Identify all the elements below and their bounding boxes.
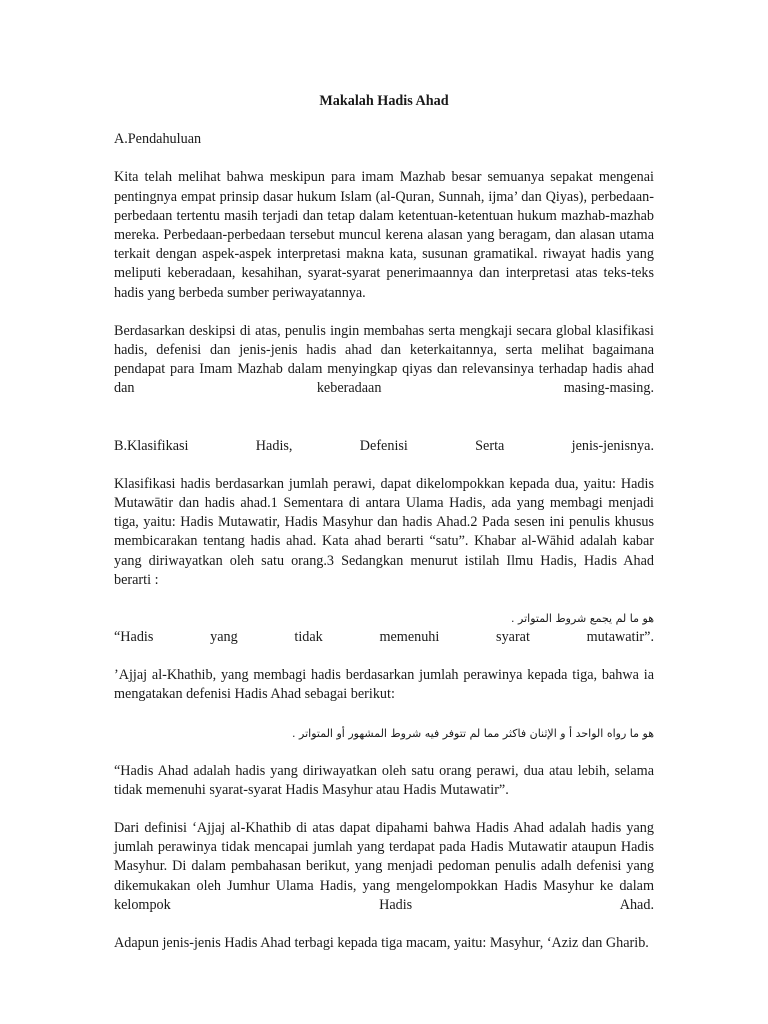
paragraph-2: Berdasarkan deskipsi di atas, penulis ingin membahas serta mengkaji secara global klasifikasi hadis, defenisi dan jenis-jenis hadis ahad dan keterkaitannya, serta melihat bagaimana pendapat para Imam Mazhab dalam menyingkap qiyas dan relevansinya terhadap hadis ahad dan keberadaan masing-masing. bbox=[114, 322, 654, 397]
quote-definition-1: “Hadis yang tidak memenuhi syarat mutawatir”. bbox=[114, 629, 654, 646]
quote-definition-2: “Hadis Ahad adalah hadis yang diriwayatkan oleh satu orang perawi, dua atau lebih, selama tidak memenuhi syarat-syarat Hadis Masyhur atau Hadis Mutawatir”. bbox=[114, 762, 654, 798]
paragraph-4: ’Ajjaj al-Khathib, yang membagi hadis berdasarkan jumlah perawinya kepada tiga, bahwa ia mengatakan defenisi Hadis Ahad sebagai berikut: bbox=[114, 667, 654, 703]
section-heading-pendahuluan: A.Pendahuluan bbox=[114, 131, 202, 148]
blank-line bbox=[114, 418, 654, 437]
paragraph-1: Kita telah melihat bahwa meskipun para imam Mazhab besar semuanya sepakat mengenai pentingnya empat prinsip dasar hukum Islam (al-Quran, Sunnah, ijma’ dan Qiyas), perbedaan-perbedaan tertentu masih terjadi dan tetap dalam ketentuan-ketentuan hukum mazhab-mazhab mereka. Perbedaan-perbedaan tersebut muncul kerena alasan yang beragam, dan alasan utama terkait dengan aspek-aspek interpretasi makna kata, susunan gramatikal. riwayat hadis yang meliputi keberadaan, kesahihan, syarat-syarat penerimaannya dan interpretasi atas teks-teks hadis yang berbeda sumber periwayatannya. bbox=[114, 169, 654, 301]
document-page bbox=[114, 92, 654, 972]
paragraph-5: Dari definisi ‘Ajjaj al-Khathib di atas dapat dipahami bahwa Hadis Ahad adalah hadis yang jumlah perawinya tidak mencapai jumlah yang terdapat pada Hadis Mutawatir ataupun Hadis Masyhur. Di dalam pembahasan berikut, yang menjadi pedoman penulis adalh defenisi yang dikemukakan oleh Jumhur Ulama Hadis, yang mengelompokkan Hadis Masyhur ke dalam kelompok Hadis Ahad. bbox=[114, 820, 654, 913]
paragraph-3: Klasifikasi hadis berdasarkan jumlah perawi, dapat dikelompokkan kepada dua, yaitu: Hadis Mutawātir dan hadis ahad.1 Sementara di antara Ulama Hadis, ada yang membagi menjadi tiga, yaitu: Hadis Mutawatir, Hadis Masyhur dan hadis Ahad.2 Pada sesen ini penulis khusus membicarakan tentang hadis ahad. Kata ahad berarti “satu”. Khabar al-Wāhid adalah kabar yang diriwayatkan oleh satu orang.3 Sedangkan menurut istilah Ilmu Hadis, Hadis Ahad berarti : bbox=[114, 475, 654, 588]
document-title: Makalah Hadis Ahad bbox=[319, 93, 449, 109]
section-heading-klasifikasi: B.Klasifikasi Hadis, Defenisi Serta jenis-jenisnya. bbox=[114, 437, 654, 454]
paragraph-6: Adapun jenis-jenis Hadis Ahad terbagi kepada tiga macam, yaitu: Masyhur, ‘Aziz dan Gharib. bbox=[114, 935, 649, 952]
arabic-definition-2: هو ما رواه الواحد أ و الإثنان فاكثر مما لم تتوفر فيه شروط المشهور أو المتواتر . bbox=[292, 726, 654, 740]
arabic-definition-1: هو ما لم يجمع شروط المتواتر . bbox=[511, 612, 654, 626]
